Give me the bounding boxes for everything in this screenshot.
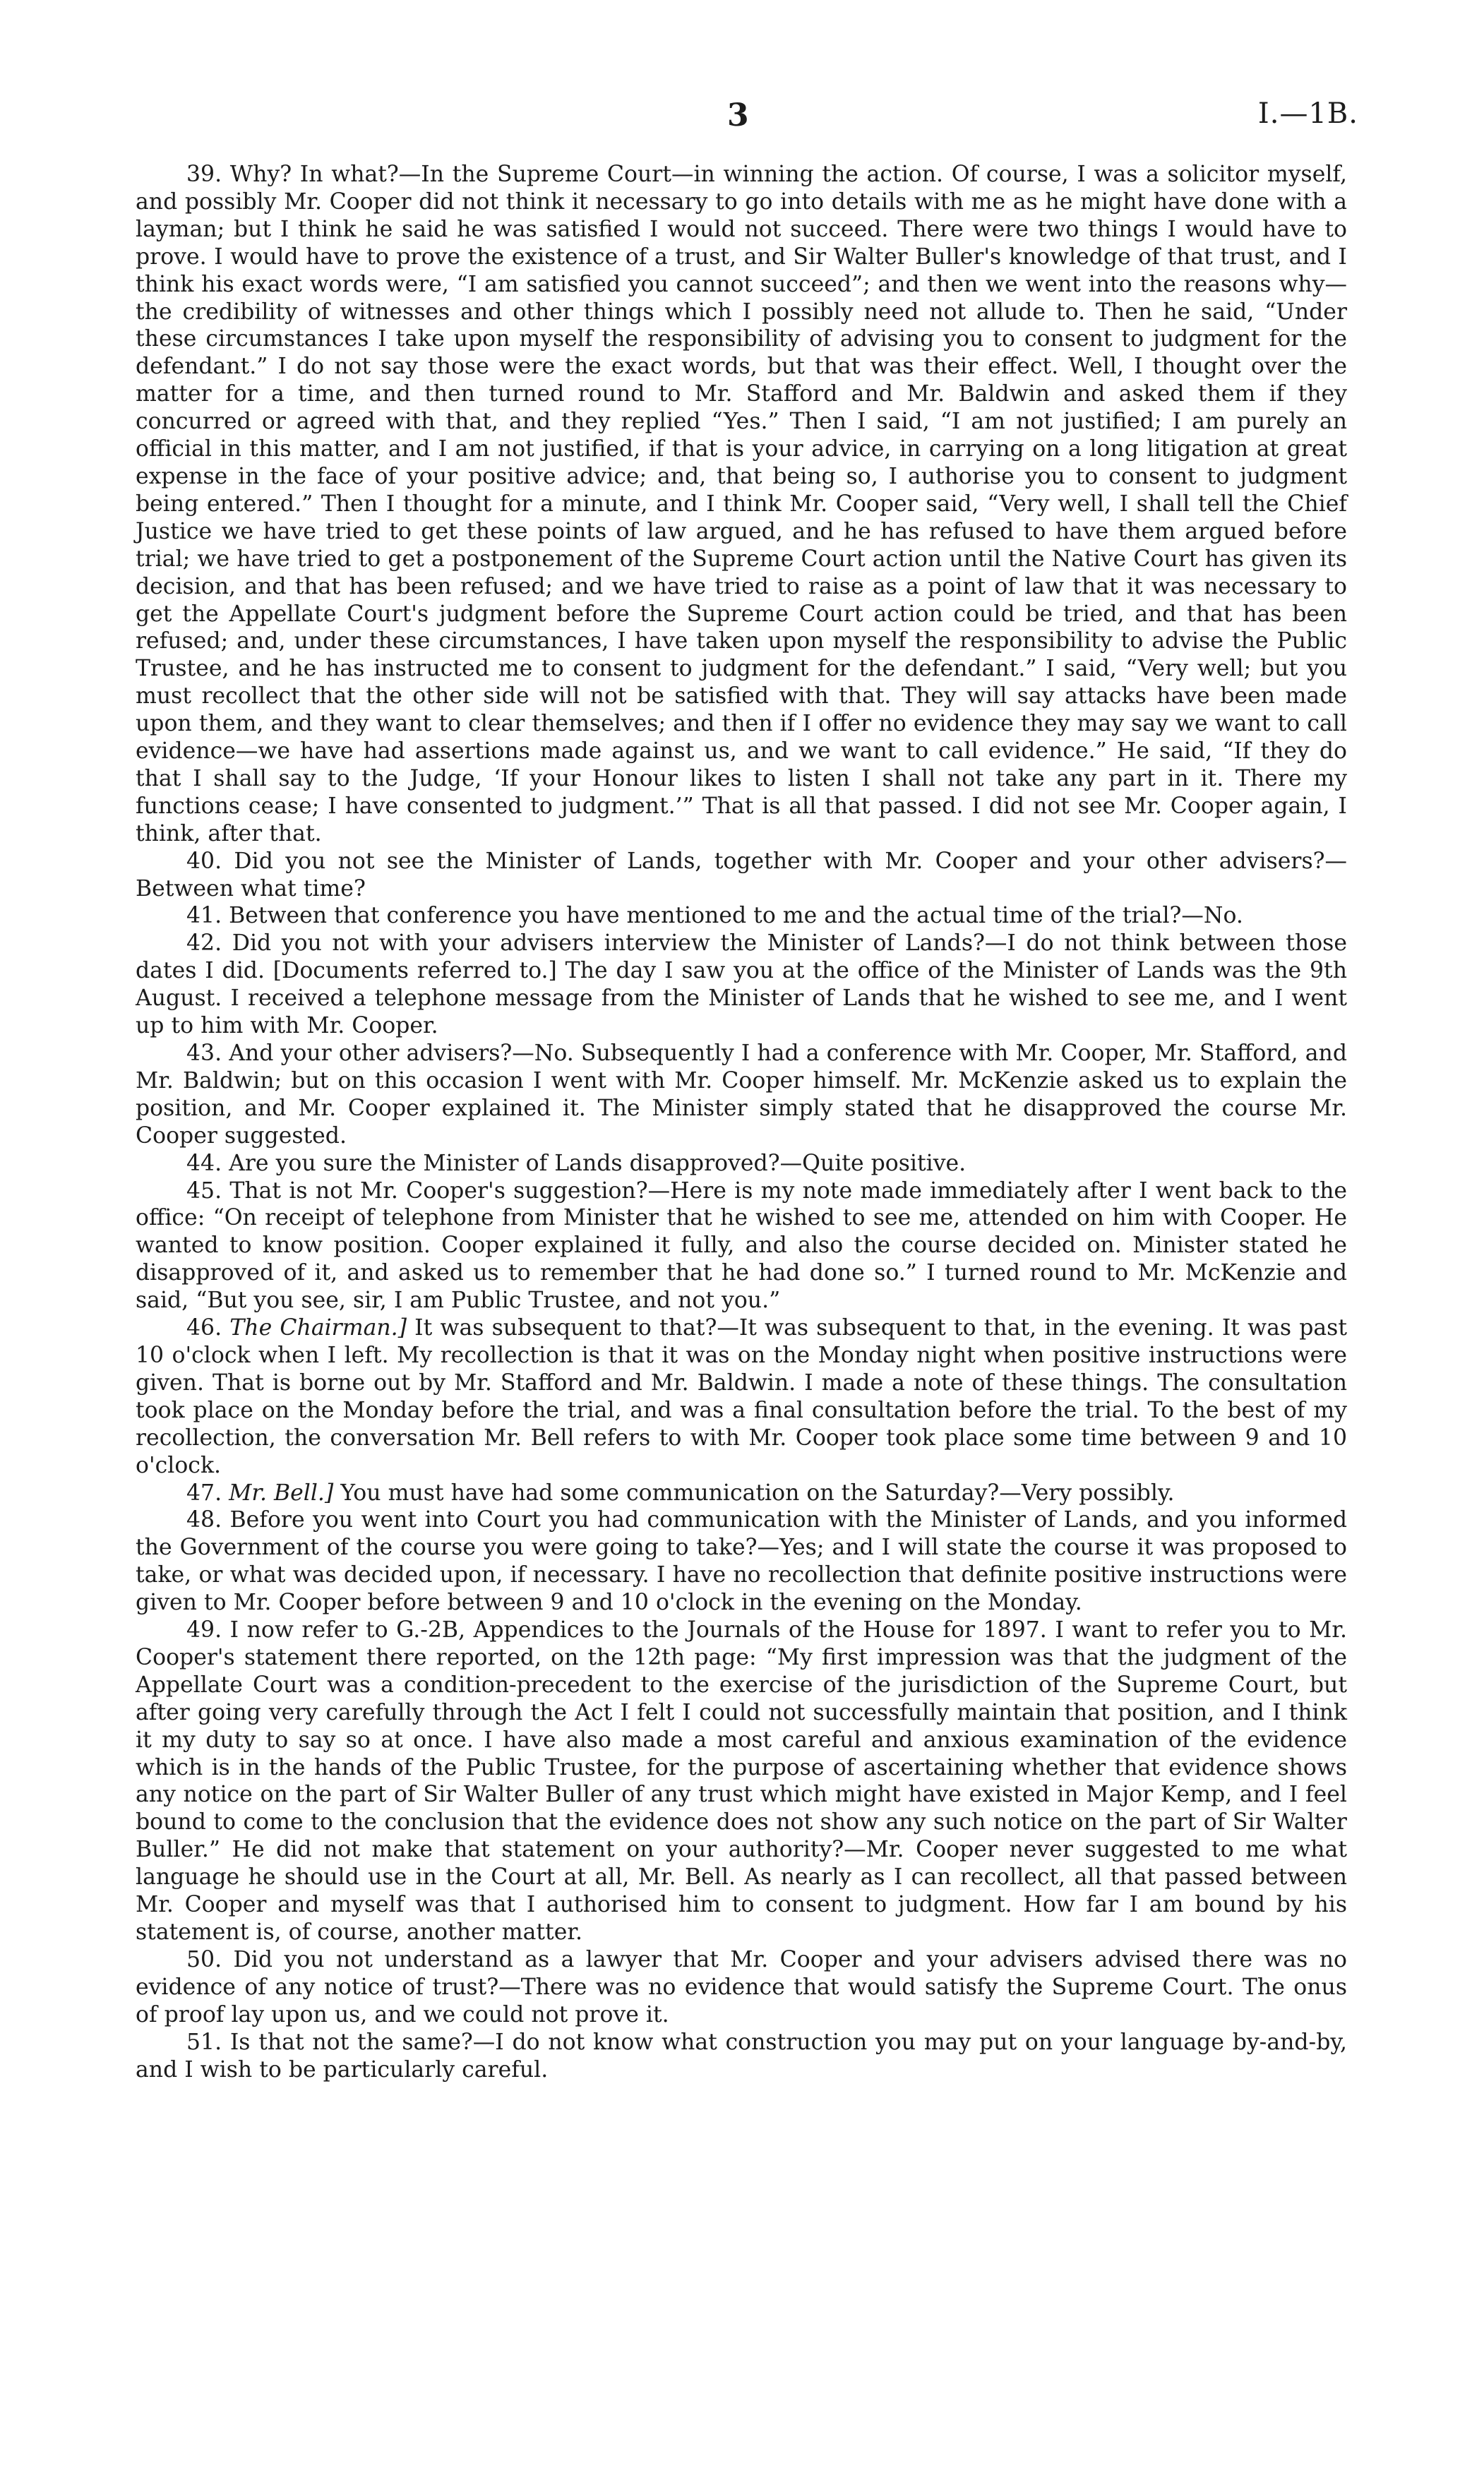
paragraph-44: 44. Are you sure the Minister of Lands disapproved?—Quite positive. xyxy=(186,1150,967,1176)
paragraph-text: You must have had some communication on the Saturday?—Very possibly. xyxy=(333,1480,1175,1506)
paragraph-number: 46. xyxy=(186,1315,230,1341)
paragraph-text: It was subsequent to that?—It was subsequent to that, in the evening. It was past 10 o'clock when I left. My recollection is that it was on the Monday night when positive instructions were given. That is borne out by Mr. Stafford and Mr. Baldwin. I made a note of these things. The consultation took place on the Monday before the trial, and was a final consultation before the trial. To the best of my recollection, the conversation Mr. Bell refers to with Mr. Cooper took place some time between 9 and 10 o'clock. xyxy=(136,1315,1347,1478)
paragraph-45: 45. That is not Mr. Cooper's suggestion?—Here is my note made immediately after I went back to the office: “On receipt of telephone from Minister that he wished to see me, attended on him with Cooper. He wanted to know position. Cooper explained it fully, and also the course decided on. Minister stated he disapproved of it, and asked us to remember that he had done so.” I turned round to Mr. McKenzie and said, “But you see, sir, I am Public Trustee, and not you.” xyxy=(136,1178,1347,1314)
paragraph-48: 48. Before you went into Court you had communication with the Minister of Lands, and you informed the Government of the course you were going to take?—Yes; and I will state the course it was proposed to take, or what was decided upon, if necessary. I have no recollection that definite positive instructions were given to Mr. Cooper before between 9 and 10 o'clock in the evening on the Monday. xyxy=(136,1507,1347,1616)
speaker-label: Mr. Bell.] xyxy=(229,1480,334,1506)
paragraph-51: 51. Is that not the same?—I do not know what construction you may put on your language by-and-by, and I wish to be particularly careful. xyxy=(136,2029,1347,2083)
paragraph-42: 42. Did you not with your advisers interview the Minister of Lands?—I do not think between those dates I did. [Documents referred to.] The day I saw you at the office of the Minister of Lands was the 9th August. I received a telephone message from the Minister of Lands that he wished to see me, and I went up to him with Mr. Cooper. xyxy=(136,930,1347,1039)
paragraph-46 xyxy=(136,1314,1347,1479)
paragraph-49: 49. I now refer to G.-2B, Appendices to the Journals of the House for 1897. I want to refer you to Mr. Cooper's statement there reported, on the 12th page: “My first impression was that the judgment of the Appellate Court was a condition-precedent to the exercise of the jurisdiction of the Supreme Court, but after going very carefully through the Act I felt I could not successfully maintain that position, and I think it my duty to say so at once. I have also made a most careful and anxious examination of the evidence which is in the hands of the Public Trustee, for the purpose of ascertaining whether that evidence shows any notice on the part of Sir Walter Buller of any trust which might have existed in Major Kemp, and I feel bound to come to the conclusion that the evidence does not show any such notice on the part of Sir Walter Buller.” He did not make that statement on your authority?—Mr. Cooper never suggested to me what language he should use in the Court at all, Mr. Bell. As nearly as I can recollect, all that passed between Mr. Cooper and myself was that I authorised him to consent to judgment. How far I am bound by his statement is, of course, another matter. xyxy=(136,1617,1347,1945)
paragraph-number: 47. xyxy=(186,1480,229,1506)
paragraph-47 xyxy=(136,1480,1347,1507)
body-text xyxy=(136,161,1347,2083)
speaker-label: The Chairman.] xyxy=(229,1315,407,1341)
page-header xyxy=(0,97,1484,140)
paragraph-43: 43. And your other advisers?—No. Subsequently I had a conference with Mr. Cooper, Mr. Stafford, and Mr. Baldwin; but on this occasion I went with Mr. Cooper himself. Mr. McKenzie asked us to explain the position, and Mr. Cooper explained it. The Minister simply stated that he disapproved the course Mr. Cooper suggested. xyxy=(136,1041,1347,1149)
document-reference: I.—1B. xyxy=(1257,97,1358,130)
paragraph-50: 50. Did you not understand as a lawyer that Mr. Cooper and your advisers advised there was no evidence of any notice of trust?—There was no evidence that would satisfy the Supreme Court. The onus of proof lay upon us, and we could not prove it. xyxy=(136,1946,1347,2027)
paragraph-41: 41. Between that conference you have mentioned to me and the actual time of the trial?—No. xyxy=(186,903,1243,929)
paragraph-40: 40. Did you not see the Minister of Lands, together with Mr. Cooper and your other advisers?—Between what time? xyxy=(136,848,1347,901)
paragraph-39: 39. Why? In what?—In the Supreme Court—in winning the action. Of course, I was a solicitor myself, and possibly Mr. Cooper did not think it necessary to go into details with me as he might have done with a layman; but I think he said he was satisfied I would not succeed. There were two things I would have to prove. I would have to prove the existence of a trust, and Sir Walter Buller's knowledge of that trust, and I think his exact words were, “I am satisfied you cannot succeed”; and then we went into the reasons why—the credibility of witnesses and other things which I possibly need not allude to. Then he said, “Under these circumstances I take upon myself the responsibility of advising you to consent to judgment for the defendant.” I do not say those were the exact words, but that was their effect. Well, I thought over the matter for a time, and then turned round to Mr. Stafford and Mr. Baldwin and asked them if they concurred or agreed with that, and they replied “Yes.” Then I said, “I am not justified; I am purely an official in this matter, and I am not justified, if that is your advice, in carrying on a long litigation at great expense in the face of your positive advice; and, that being so, I authorise you to consent to judgment being entered.” Then I thought for a minute, and I think Mr. Cooper said, “Very well, I shall tell the Chief Justice we have tried to get these points of law argued, and he has refused to have them argued before trial; we have tried to get a postponement of the Supreme Court action until the Native Court has given its decision, and that has been refused; and we have tried to raise as a point of law that it was necessary to get the Appellate Court's judgment before the Supreme Court action could be tried, and that has been refused; and, under these circumstances, I have taken upon myself the responsibility to advise the Public Trustee, and he has instructed me to consent to judgment for the defendant.” I said, “Very well; but you must recollect that the other side will not be satisfied with that. They will say attacks have been made upon them, and they want to clear themselves; and then if I offer no evidence they may say we want to call evidence—we have had assertions made against us, and we want to call evidence.” He said, “If they do that I shall say to the Judge, ‘If your Honour likes to listen I shall not take any part in it. There my functions cease; I have consented to judgment.’” That is all that passed. I did not see Mr. Cooper again, I think, after that. xyxy=(136,162,1347,846)
page-number: 3 xyxy=(727,97,749,133)
